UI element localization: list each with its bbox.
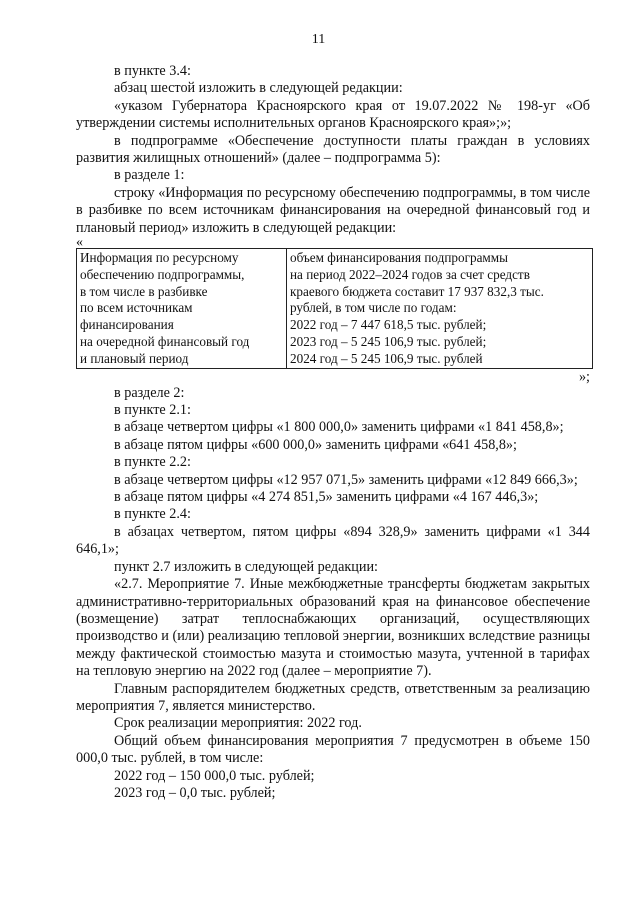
paragraph: Срок реализации мероприятия: 2022 год. [114,715,362,732]
paragraph: 2023 год – 0,0 тыс. рублей; [114,784,276,801]
paragraph: в пункте 2.2: [114,454,191,471]
paragraph: «указом Губернатора Красноярского края от 19.07.2022 № 198-уг «Об утверждении системы исполнительных органов Красноярского края»;»; [76,97,590,132]
paragraph: в пункте 3.4: [114,63,191,79]
page-number: 11 [311,32,326,47]
close-quote: »; [578,368,590,385]
paragraph: в абзаце четвертом цифры «12 957 071,5» заменить цифрами «12 849 666,3»; [114,471,578,488]
open-quote: « [76,235,83,251]
paragraph: в пункте 2.4: [114,506,191,523]
resource-info-table [76,248,593,369]
paragraph: в абзацах четвертом, пятом цифры «894 328,9» заменить цифрами «1 344 646,1»; [76,523,590,558]
paragraph: в абзаце пятом цифры «4 274 851,5» заменить цифрами «4 167 446,3»; [114,489,539,506]
paragraph: в абзаце четвертом цифры «1 800 000,0» заменить цифрами «1 841 458,8»; [114,419,564,436]
paragraph: абзац шестой изложить в следующей редакции: [114,80,403,97]
table-cell-value: объем финансирования подпрограммы на период 2022–2024 годов за счет средств краевого бюджета составит 17 937 832,3 тыс. рублей, в том числе по годам: 2022 год – 7 447 618,5 тыс. рублей; 2023 год – 5 245 106,9 тыс. рублей; 2024 год – 5 245 106,9 тыс. рублей [287,249,593,369]
paragraph: в абзаце пятом цифры «600 000,0» заменить цифрами «641 458,8»; [114,436,517,453]
paragraph: в разделе 1: [114,167,185,184]
document-body [76,63,590,802]
table-cell-label: Информация по ресурсному обеспечению подпрограммы, в том числе в разбивке по всем источникам финансирования на очередной финансовый год и плановый период [77,249,287,369]
paragraph: в подпрограмме «Обеспечение доступности платы граждан в условиях развития жилищных отношений» (далее – подпрограмма 5): [76,132,590,167]
paragraph: 2022 год – 150 000,0 тыс. рублей; [114,767,315,784]
paragraph: Общий объем финансирования мероприятия 7 предусмотрен в объеме 150 000,0 тыс. рублей, в том числе: [76,732,590,767]
table-row [77,249,593,369]
paragraph: в разделе 2: [114,384,185,401]
paragraph: «2.7. Мероприятие 7. Иные межбюджетные трансферты бюджетам закрытых административно-территориальных образований края на финансовое обеспечение (возмещение) затрат теплоснабжающих организаций, осуществляющих производство и (или) реализацию тепловой энергии, возникших вследствие разницы между фактической стоимостью мазута и стоимостью мазута, учтенной в тарифах на тепловую энергию на 2022 год (далее – мероприятие 7). [76,576,590,680]
paragraph: в пункте 2.1: [114,402,191,419]
paragraph: строку «Информация по ресурсному обеспечению подпрограммы, в том числе в разбивке по всем источникам финансирования на очередной финансовый год и плановый период» изложить в следующей редакции: [76,184,590,236]
paragraph: Главным распорядителем бюджетных средств, ответственным за реализацию мероприятия 7, является министерство. [76,680,590,714]
paragraph: пункт 2.7 изложить в следующей редакции: [114,558,378,575]
